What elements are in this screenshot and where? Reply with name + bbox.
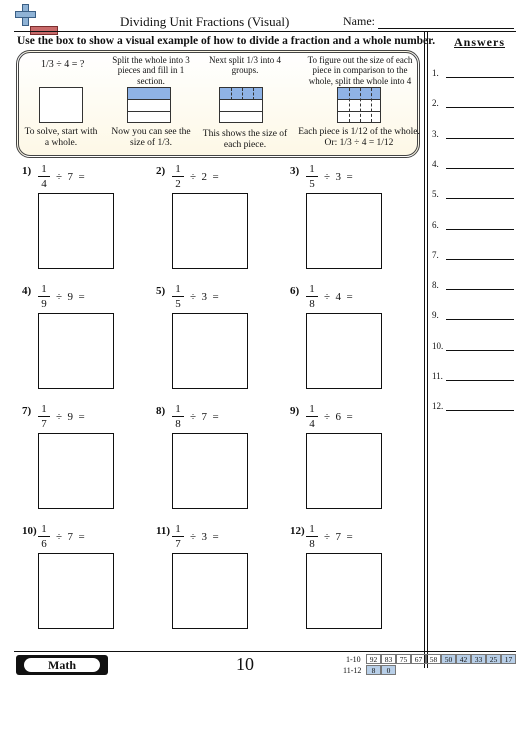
problem-fraction [172, 283, 184, 310]
example-split-box [219, 87, 263, 123]
score-row2-label: 11-12 [343, 666, 362, 675]
fraction-denominator: 9 [41, 298, 47, 310]
answer-label: 11. [432, 371, 443, 381]
problem-work-box [306, 553, 382, 629]
fraction-bar [306, 176, 318, 177]
fraction-denominator: 7 [41, 418, 47, 430]
score-cell: 50 [441, 654, 456, 664]
score-cell: 0 [381, 665, 396, 675]
answer-line [446, 410, 514, 411]
example-caption-1: To solve, start with a whole. [24, 127, 98, 149]
answers-title: Answers [454, 35, 505, 49]
fraction-denominator: 7 [175, 538, 181, 550]
fraction-bar [38, 416, 50, 417]
problem-number: 7) [22, 405, 32, 417]
answer-line [446, 168, 514, 169]
fraction-denominator: 6 [41, 538, 47, 550]
problem-expression: ÷ 3 = [324, 171, 353, 183]
fraction-denominator: 5 [309, 178, 315, 190]
score-cell: 58 [426, 654, 441, 664]
example-caption-4: Each piece is 1/12 of the whole. Or: 1/3 ÷ 4 = 1/12 [298, 127, 420, 149]
example-step-1: Split the whole into 3 pieces and fill in 1 section. [112, 55, 190, 86]
answer-divider-right [427, 31, 428, 668]
fraction-numerator: 1 [309, 163, 315, 175]
fraction-bar [38, 176, 50, 177]
page-number: 10 [236, 654, 254, 674]
problem-fraction [38, 403, 50, 430]
problem-fraction [306, 523, 318, 550]
problem-work-box [38, 433, 114, 509]
problem-number: 1) [22, 165, 32, 177]
fraction-denominator: 2 [175, 178, 181, 190]
score-cell: 83 [381, 654, 396, 664]
fraction-denominator: 8 [309, 538, 315, 550]
answer-line [446, 138, 514, 139]
problem-number: 8) [156, 405, 166, 417]
score-cell: 17 [501, 654, 516, 664]
problem-fraction [306, 403, 318, 430]
instruction: Use the box to show a visual example of how to divide a fraction and a whole number. [17, 35, 436, 47]
problem-work-box [172, 433, 248, 509]
example-twelfths-box [337, 87, 381, 123]
answer-line [446, 77, 514, 78]
score-cell: 33 [471, 654, 486, 664]
fraction-bar [306, 536, 318, 537]
fraction-bar [172, 176, 184, 177]
answer-label: 6. [432, 219, 439, 230]
fraction-denominator: 8 [309, 298, 315, 310]
score-cell: 75 [396, 654, 411, 664]
score-cell: 25 [486, 654, 501, 664]
fraction-bar [38, 296, 50, 297]
example-step-3: To figure out the size of each piece in comparison to the whole, split the whole into 4 [307, 55, 413, 86]
fraction-bar [172, 296, 184, 297]
fraction-numerator: 1 [309, 283, 315, 295]
name-label: Name: [343, 14, 375, 28]
problem-work-box [306, 433, 382, 509]
problem-expression: ÷ 7 = [56, 171, 85, 183]
answer-line [446, 107, 514, 108]
answer-line [446, 229, 514, 230]
subject-badge [16, 655, 108, 675]
answer-line [446, 319, 514, 320]
answer-label: 9. [432, 310, 439, 321]
example-whole-box [39, 87, 83, 123]
problem-fraction [38, 523, 50, 550]
example-equation: 1/3 ÷ 4 = ? [41, 59, 85, 70]
problem-number: 10) [22, 525, 37, 537]
score-cell: 42 [456, 654, 471, 664]
header-rule [14, 31, 516, 32]
problem-work-box [38, 193, 114, 269]
example-caption-2: Now you can see the size of 1/3. [111, 127, 191, 149]
problem-work-box [172, 193, 248, 269]
footer-rule [14, 651, 516, 652]
problem-number: 5) [156, 285, 166, 297]
score-cell: 92 [366, 654, 381, 664]
answer-line [446, 289, 514, 290]
problem-expression: ÷ 4 = [324, 291, 353, 303]
fraction-numerator: 1 [41, 163, 47, 175]
problem-expression: ÷ 3 = [190, 291, 219, 303]
name-line [378, 28, 514, 29]
answer-label: 5. [432, 189, 439, 200]
problem-work-box [38, 313, 114, 389]
score-cell: 67 [411, 654, 426, 664]
example-thirds-box [127, 87, 171, 123]
problem-expression: ÷ 6 = [324, 411, 353, 423]
fraction-numerator: 1 [175, 403, 181, 415]
problem-work-box [38, 553, 114, 629]
answer-label: 12. [432, 401, 444, 412]
answer-label: 7. [432, 249, 439, 260]
score-row1-label: 1-10 [346, 655, 361, 664]
problem-expression: ÷ 2 = [190, 171, 219, 183]
score-cell: 8 [366, 665, 381, 675]
answer-line [446, 259, 514, 260]
fraction-denominator: 4 [309, 418, 315, 430]
fraction-numerator: 1 [175, 523, 181, 535]
problem-expression: ÷ 9 = [56, 411, 85, 423]
answer-line [446, 350, 514, 351]
problem-work-box [172, 553, 248, 629]
problem-fraction [306, 163, 318, 190]
problem-expression: ÷ 7 = [190, 411, 219, 423]
fraction-denominator: 5 [175, 298, 181, 310]
fraction-numerator: 1 [41, 283, 47, 295]
example-step-2: Next split 1/3 into 4 groups. [209, 55, 281, 76]
problem-expression: ÷ 9 = [56, 291, 85, 303]
problem-expression: ÷ 3 = [190, 531, 219, 543]
fraction-denominator: 4 [41, 178, 47, 190]
worksheet-title: Dividing Unit Fractions (Visual) [120, 14, 290, 29]
problem-work-box [172, 313, 248, 389]
fraction-bar [38, 536, 50, 537]
answer-label: 4. [432, 158, 439, 169]
problem-number: 2) [156, 165, 166, 177]
answer-label: 2. [432, 98, 439, 109]
fraction-numerator: 1 [41, 523, 47, 535]
problem-fraction [172, 163, 184, 190]
problem-fraction [38, 283, 50, 310]
fraction-numerator: 1 [41, 403, 47, 415]
problem-number: 4) [22, 285, 32, 297]
answer-line [446, 198, 514, 199]
problem-number: 6) [290, 285, 300, 297]
answer-line [446, 380, 514, 381]
answer-label: 1. [432, 68, 439, 78]
problem-expression: ÷ 7 = [324, 531, 353, 543]
fraction-numerator: 1 [309, 403, 315, 415]
problem-work-box [306, 193, 382, 269]
fraction-numerator: 1 [175, 283, 181, 295]
fraction-numerator: 1 [309, 523, 315, 535]
answer-label: 10. [432, 340, 444, 351]
problem-fraction [306, 283, 318, 310]
example-panel [16, 50, 420, 158]
problem-number: 3) [290, 165, 300, 177]
fraction-numerator: 1 [175, 163, 181, 175]
problem-number: 12) [290, 525, 305, 537]
fraction-bar [172, 536, 184, 537]
answer-label: 8. [432, 280, 439, 291]
problem-work-box [306, 313, 382, 389]
fraction-bar [172, 416, 184, 417]
problem-fraction [38, 163, 50, 190]
problem-number: 9) [290, 405, 300, 417]
problem-fraction [172, 403, 184, 430]
example-caption-3: This shows the size of each piece. [202, 129, 288, 151]
problem-number: 11) [156, 525, 171, 537]
problem-expression: ÷ 7 = [56, 531, 85, 543]
fraction-bar [306, 296, 318, 297]
fraction-denominator: 8 [175, 418, 181, 430]
answer-label: 3. [432, 128, 439, 139]
subject-label: Math [24, 658, 100, 672]
problem-fraction [172, 523, 184, 550]
fraction-bar [306, 416, 318, 417]
answer-divider-left [424, 31, 425, 668]
